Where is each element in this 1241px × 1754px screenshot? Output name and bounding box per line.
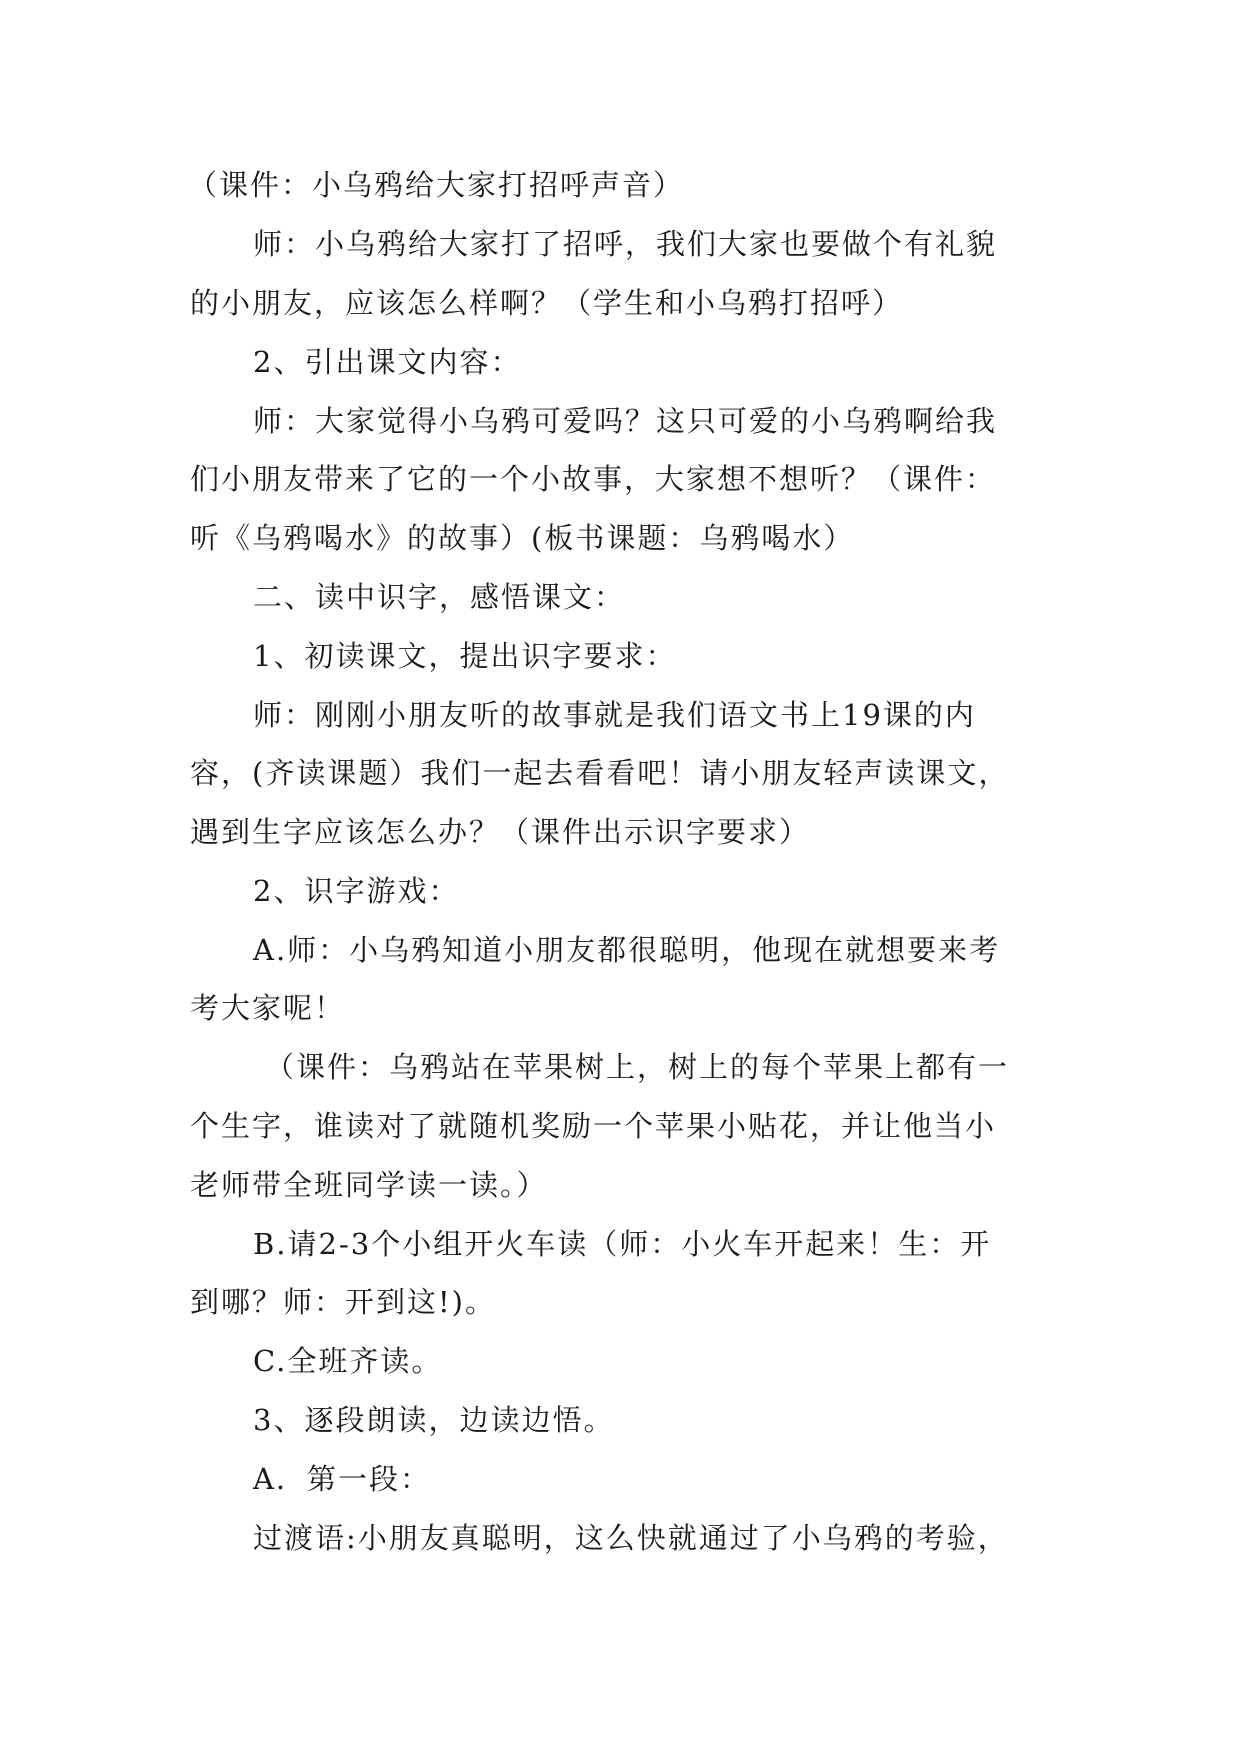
- text-line: B.请2-3个小组开火车读（师：小火车开起来！生：开: [253, 1227, 992, 1261]
- text-line: 的小朋友，应该怎么样啊？（学生和小乌鸦打招呼）: [190, 286, 904, 320]
- text-line: A.师：小乌鸦知道小朋友都很聪明，他现在就想要来考: [253, 933, 1001, 967]
- section-heading: A．第一段：: [253, 1462, 431, 1496]
- section-heading: 3、逐段朗读，边读边悟。: [253, 1403, 615, 1437]
- text-line: 过渡语:小朋友真聪明，这么快就通过了小乌鸦的考验，: [253, 1521, 1009, 1555]
- text-line: （课件：小乌鸦给大家打招呼声音）: [188, 168, 685, 202]
- section-heading: 2、引出课文内容：: [253, 345, 522, 379]
- text-line: C.全班齐读。: [253, 1344, 443, 1378]
- text-line: 到哪？师：开到这!)。: [190, 1285, 496, 1319]
- text-line: 师：大家觉得小乌鸦可爱吗？这只可爱的小乌鸦啊给我: [253, 404, 998, 438]
- text-line: 听《乌鸦喝水》的故事）(板书课题：乌鸦喝水）: [190, 521, 855, 555]
- text-line: 个生字，谁读对了就随机奖励一个苹果小贴花，并让他当小: [190, 1109, 997, 1143]
- section-heading: 二、读中识字，感悟课文：: [253, 580, 626, 614]
- text-line: 遇到生字应该怎么办？（课件出示识字要求）: [190, 815, 811, 849]
- section-heading: 1、初读课文，提出识字要求：: [253, 639, 677, 673]
- section-heading: 2、识字游戏：: [253, 874, 460, 908]
- text-line: （课件：乌鸦站在苹果树上，树上的每个苹果上都有一: [265, 1050, 1010, 1084]
- text-line: 老师带全班同学读一读。）: [190, 1168, 548, 1202]
- text-line: 考大家呢！: [190, 991, 346, 1025]
- text-line: 们小朋友带来了它的一个小故事，大家想不想听？（课件：: [190, 462, 997, 496]
- text-line: 师：小乌鸦给大家打了招呼，我们大家也要做个有礼貌: [253, 227, 998, 261]
- text-line: 师：刚刚小朋友听的故事就是我们语文书上19课的内: [253, 698, 976, 732]
- text-line: 容，(齐读课题）我们一起去看看吧！请小朋友轻声读课文，: [190, 756, 1010, 790]
